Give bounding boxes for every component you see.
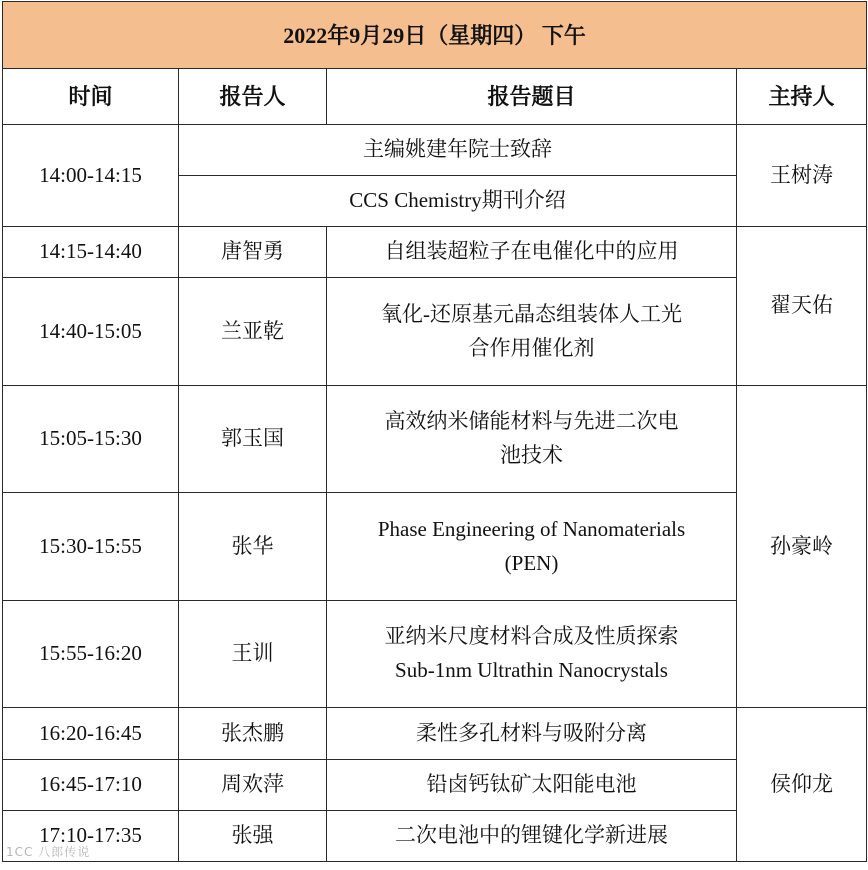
topic-line: Sub-1nm Ultrathin Nanocrystals [395, 658, 668, 683]
watermark: 1CC 八郎传说 [6, 845, 91, 859]
host-cell: 翟天佑 [737, 227, 867, 386]
time-cell: 14:15-14:40 [3, 227, 179, 278]
time-cell: 15:30-15:55 [3, 493, 179, 601]
topic-line: 氧化-还原基元晶态组装体人工光 [381, 301, 682, 326]
host-cell: 侯仰龙 [737, 708, 867, 862]
time-cell: 15:05-15:30 [3, 385, 179, 493]
speaker-cell: 唐智勇 [179, 227, 327, 278]
host-cell: 孙豪岭 [737, 385, 867, 708]
header-speaker: 报告人 [179, 69, 327, 124]
schedule-table [2, 1, 867, 862]
topic-cell: 二次电池中的锂键化学新进展 [327, 810, 737, 861]
topic-line: 池技术 [500, 443, 563, 468]
topic-cell [327, 493, 737, 601]
topic-line: 合作用催化剂 [468, 335, 595, 360]
topic-cell [327, 278, 737, 386]
speaker-cell: 王训 [179, 600, 327, 708]
topic-line: (PEN) [504, 550, 559, 575]
speaker-cell: 张杰鹏 [179, 708, 327, 759]
speaker-cell: 郭玉国 [179, 385, 327, 493]
time-cell: 15:55-16:20 [3, 600, 179, 708]
topic-cell: 自组装超粒子在电催化中的应用 [327, 227, 737, 278]
topic-cell: 铅卤钙钛矿太阳能电池 [327, 759, 737, 810]
speaker-cell: 张华 [179, 493, 327, 601]
speaker-cell: 周欢萍 [179, 759, 327, 810]
header-time: 时间 [3, 69, 179, 124]
topic-cell: CCS Chemistry期刊介绍 [179, 175, 737, 226]
topic-cell [327, 600, 737, 708]
topic-cell: 柔性多孔材料与吸附分离 [327, 708, 737, 759]
topic-line: 亚纳米尺度材料合成及性质探索 [384, 624, 679, 649]
topic-line: 高效纳米储能材料与先进二次电 [384, 409, 679, 434]
topic-cell: 主编姚建年院士致辞 [179, 124, 737, 175]
speaker-cell: 张强 [179, 810, 327, 861]
schedule-title: 2022年9月29日（星期四） 下午 [3, 2, 867, 69]
speaker-cell: 兰亚乾 [179, 278, 327, 386]
header-topic: 报告题目 [327, 69, 737, 124]
time-cell: 14:00-14:15 [3, 124, 179, 226]
time-cell: 16:45-17:10 [3, 759, 179, 810]
host-cell: 王树涛 [737, 124, 867, 226]
time-cell: 17:10-17:35 [3, 810, 179, 861]
header-host: 主持人 [737, 69, 867, 124]
topic-cell [327, 385, 737, 493]
time-cell: 16:20-16:45 [3, 708, 179, 759]
time-cell: 14:40-15:05 [3, 278, 179, 386]
topic-line: Phase Engineering of Nanomaterials [377, 516, 686, 541]
